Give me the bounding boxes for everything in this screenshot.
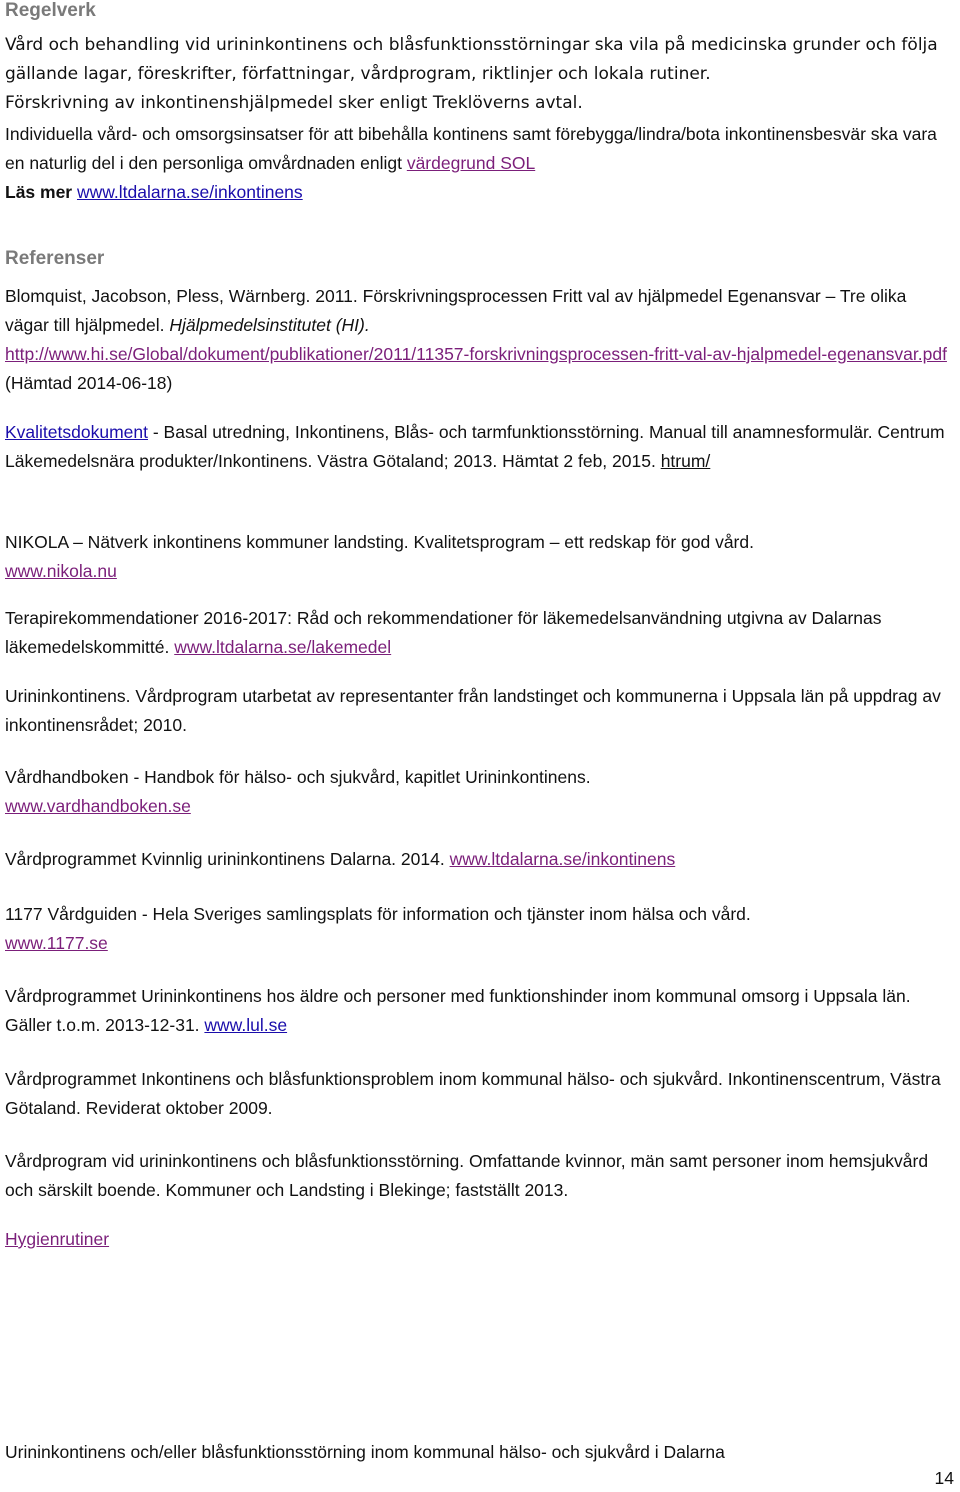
hygienrutiner-link[interactable]: Hygienrutiner (5, 1229, 110, 1249)
hi-pdf-link[interactable]: http://www.hi.se/Global/dokument/publikationer/2011/11357-forskrivningsprocessen-fritt-val-av-hjalpmedel-egenansvar.pdf (5, 344, 947, 364)
reference-item (5, 418, 953, 476)
section-heading-referenser: Referenser (5, 248, 105, 269)
ltdalarna-inkontinens-link[interactable]: www.ltdalarna.se/inkontinens (76, 182, 303, 202)
htrum-link[interactable]: htrum/ (660, 451, 711, 471)
reference-item: Urininkontinens. Vårdprogram utarbetat av representanter från landstinget och kommunerna i Uppsala län på uppdrag av inkontinensrådet; 2010. (5, 686, 941, 735)
reference-item (5, 900, 953, 958)
ltdalarna-lakemedel-link[interactable]: www.ltdalarna.se/lakemedel (174, 637, 392, 657)
ref7-text: Vårdprogrammet Kvinnlig urininkontinens Dalarna. 2014. (5, 849, 450, 869)
reference-item (5, 528, 953, 586)
ltdalarna-inkontinens-ref-link[interactable]: www.ltdalarna.se/inkontinens (449, 849, 676, 869)
ref2-text: - Basal utredning, Inkontinens, Blås- och tarmfunktionsstörning. Manual till anamnesformulär. Centrum Läkemedelsnära produkter/Inkontinens. Västra Götaland; 2013. Hämtat 2 feb, 2015. (5, 422, 945, 471)
reference-item: Vårdprogram vid urininkontinens och blåsfunktionsstörning. Omfattande kvinnor, män samt personer inom hemsjukvård och särskilt boende. Kommuner och Landsting i Blekinge; fastställt 2013. (5, 1151, 929, 1200)
vardegrund-sol-link[interactable]: värdegrund SOL (406, 153, 536, 173)
treklovern-text: Treklöverns avtal. (432, 93, 583, 113)
section-heading-regelverk: Regelverk (5, 0, 96, 21)
page-number: 14 (934, 1468, 954, 1488)
kvalitetsdokument-link[interactable]: Kvalitetsdokument (5, 422, 148, 442)
regelverk-line2-prefix: Förskrivning av inkontinenshjälpmedel sker enligt (5, 93, 433, 113)
regelverk-individual-paragraph (5, 120, 953, 207)
lul-link[interactable]: www.lul.se (204, 1015, 288, 1035)
reference-item (5, 604, 953, 662)
reference-item (5, 1225, 953, 1254)
ref1-suffix: (Hämtad 2014-06-18) (5, 373, 173, 393)
reference-item (5, 282, 953, 398)
ref1-italic: Hjälpmedelsinstitutet (HI). (169, 315, 370, 335)
page-footer-text: Urininkontinens och/eller blåsfunktionsstörning inom kommunal hälso- och sjukvård i Dalarna (5, 1442, 725, 1462)
ref3-text: NIKOLA – Nätverk inkontinens kommuner landsting. Kvalitetsprogram – ett redskap för god vård. (5, 532, 754, 552)
reference-item (5, 763, 953, 821)
vardhandboken-link[interactable]: www.vardhandboken.se (5, 796, 191, 816)
regelverk-paragraph (5, 31, 953, 118)
read-more-label: Läs mer (5, 182, 77, 202)
1177-link[interactable]: www.1177.se (5, 933, 108, 953)
ref9-text: Vårdprogrammet Urininkontinens hos äldre och personer med funktionshinder inom kommunal omsorg i Uppsala län. Gäller t.o.m. 2013-12-31. (5, 986, 911, 1035)
ref6-text: Vårdhandboken - Handbok för hälso- och sjukvård, kapitlet Urininkontinens. (5, 767, 591, 787)
reference-item (5, 982, 953, 1040)
reference-item (5, 845, 953, 874)
reference-item: Vårdprogrammet Inkontinens och blåsfunktionsproblem inom kommunal hälso- och sjukvård. Inkontinenscentrum, Västra Götaland. Reviderat oktober 2009. (5, 1069, 941, 1118)
regelverk-line1: Vård och behandling vid urininkontinens och blåsfunktionsstörningar ska vila på medicinska grunder och följa gällande lagar, föreskrifter, författningar, vårdprogram, riktlinjer och lokala rutiner. (5, 35, 938, 84)
ref4-text: Terapirekommendationer 2016-2017: Råd och rekommendationer för läkemedelsanvändning utgivna av Dalarnas läkemedelskommitté. (5, 608, 882, 657)
regelverk-line3: Individuella vård- och omsorgsinsatser för att bibehålla kontinens samt förebygga/lindra/bota inkontinensbesvär ska vara en naturlig del i den personliga omvårdnaden enligt (5, 124, 937, 173)
nikola-link[interactable]: www.nikola.nu (5, 561, 117, 581)
ref8-text: 1177 Vårdguiden - Hela Sveriges samlingsplats för information och tjänster inom hälsa och vård. (5, 904, 751, 924)
ref1-text: Blomquist, Jacobson, Pless, Wärnberg. 2011. Förskrivningsprocessen Fritt val av hjälpmedel Egenansvar – Tre olika vägar till hjälpmedel. (5, 286, 907, 335)
